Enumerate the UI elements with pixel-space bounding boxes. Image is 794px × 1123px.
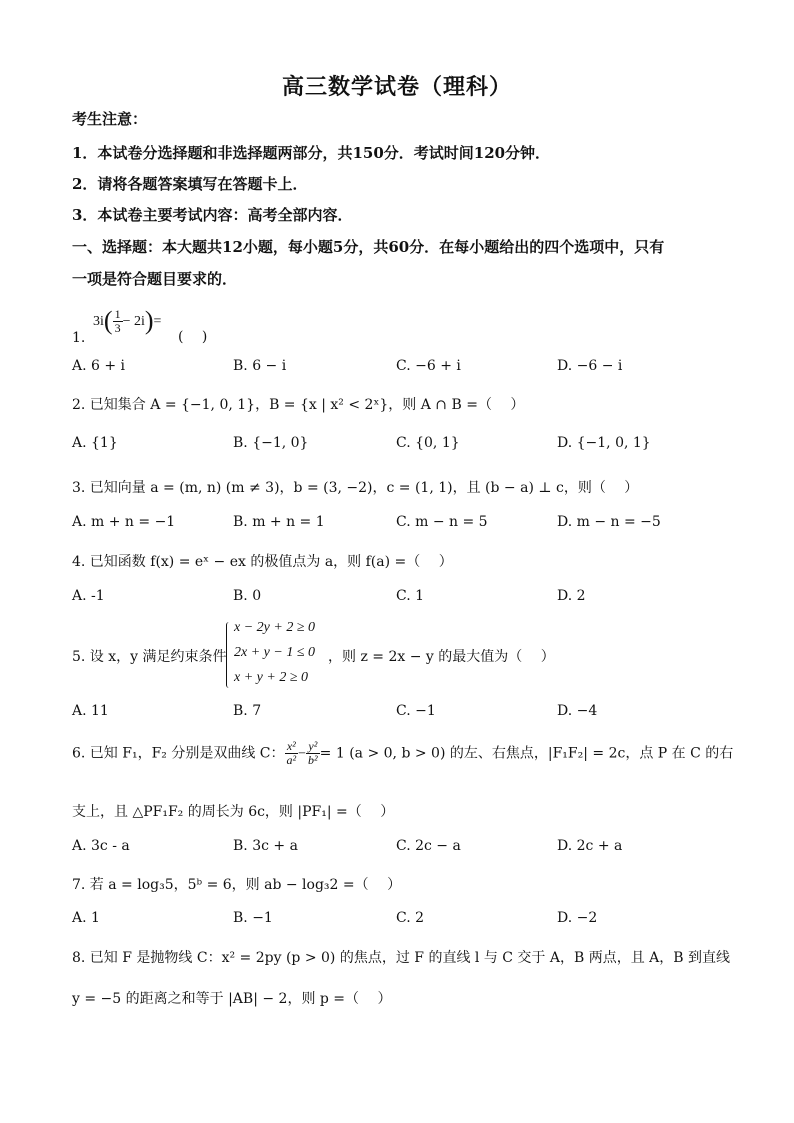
q3-option-c: C. m − n = 5 <box>396 514 488 530</box>
q5-constraint-2: 2x + y − 1 ≤ 0 <box>234 645 316 660</box>
q4-stem: 4. 已知函数 f(x) = eˣ − ex 的极值点为 a，则 f(a) =（ ） <box>72 554 453 570</box>
q7-option-b: B. −1 <box>233 910 273 926</box>
q4-option-b: B. 0 <box>233 588 262 604</box>
q1-option-c: C. −6 + i <box>396 358 461 374</box>
section-heading-cont: 一项是符合题目要求的． <box>72 270 238 288</box>
section-heading: 一、选择题：本大题共12小题，每小题5分，共60分．在每小题给出的四个选项中，只有 <box>72 238 665 256</box>
notice-heading: 考生注意： <box>72 110 148 128</box>
q3-option-b: B. m + n = 1 <box>233 514 325 530</box>
constraint-brace <box>226 622 233 688</box>
q7-option-d: D. −2 <box>557 910 598 926</box>
q2-option-a: A. {1} <box>72 435 118 451</box>
q5-option-c: C. −1 <box>396 703 436 719</box>
q5-prefix: 5. 设 x，y 满足约束条件 <box>72 649 227 665</box>
q1-formula: 3i( $\frac{1}{3}$ − 2i)= <box>93 306 162 335</box>
q3-option-a: A. m + n = −1 <box>72 514 176 530</box>
q7-stem: 7. 若 a = log₃5，5ᵇ = 6，则 ab − log₃2 =（ ） <box>72 877 402 893</box>
q5-constraint-1: x − 2y + 2 ≥ 0 <box>234 620 316 635</box>
q6-option-a: A. 3c - a <box>72 838 130 854</box>
q2-option-d: D. {−1, 0, 1} <box>557 435 651 451</box>
q1-answer-blank: ( ) <box>178 329 208 345</box>
q5-option-a: A. 11 <box>72 703 109 719</box>
q2-option-c: C. {0, 1} <box>396 435 460 451</box>
notice-item: 2．请将各题答案填写在答题卡上． <box>72 175 308 193</box>
q1-option-b: B. 6 − i <box>233 358 287 374</box>
q2-stem: 2. 已知集合 A = {−1, 0, 1}，B = {x | x² < 2ˣ}，则 A ∩ B =（ ） <box>72 397 525 413</box>
notice-item: 3．本试卷主要考试内容：高考全部内容． <box>72 206 353 224</box>
q4-option-c: C. 1 <box>396 588 425 604</box>
q7-option-a: A. 1 <box>72 910 100 926</box>
q6-option-b: B. 3c + a <box>233 838 298 854</box>
q5-option-d: D. −4 <box>557 703 598 719</box>
q3-option-d: D. m − n = −5 <box>557 514 661 530</box>
q2-option-b: B. {−1, 0} <box>233 435 309 451</box>
q7-option-c: C. 2 <box>396 910 425 926</box>
q1-option-d: D. −6 − i <box>557 358 623 374</box>
q5-suffix: ，则 z = 2x − y 的最大值为（ ） <box>328 649 555 665</box>
q4-option-a: A. -1 <box>72 588 105 604</box>
q6-option-c: C. 2c − a <box>396 838 461 854</box>
q5-constraint-3: x + y + 2 ≥ 0 <box>234 670 309 685</box>
q1-option-a: A. 6 + i <box>72 358 126 374</box>
q6-stem-line2: 支上，且 △PF₁F₂ 的周长为 6c，则 |PF₁| =（ ） <box>72 804 395 820</box>
q5-option-b: B. 7 <box>233 703 262 719</box>
notice-item: 1．本试卷分选择题和非选择题两部分，共150分．考试时间120分钟． <box>72 144 551 162</box>
q6-stem-line1: 6. 已知 F₁，F₂ 分别是双曲线 C： $\frac{\text{x²}}{\text{a²}}$ − $\frac{\text{y²}}{\text{b²}}$ = 1 (a > 0, b > 0) 的左、右焦点，|F₁F₂| = 2c，点 P 在 C 的右 <box>72 739 734 767</box>
q3-stem: 3. 已知向量 a = (m, n) (m ≠ 3)，b = (3, −2)，c = (1, 1)，且 (b − a) ⊥ c，则（ ） <box>72 480 639 496</box>
q8-stem-line1: 8. 已知 F 是抛物线 C：x² = 2py (p > 0) 的焦点，过 F 的直线 l 与 C 交于 A，B 两点，且 A，B 到直线 <box>72 950 731 966</box>
q6-option-d: D. 2c + a <box>557 838 623 854</box>
q4-option-d: D. 2 <box>557 588 586 604</box>
q8-stem-line2: y = −5 的距离之和等于 |AB| − 2，则 p =（ ） <box>72 991 392 1007</box>
page-title: 高三数学试卷（理科） <box>281 74 512 100</box>
q1-number: 1. <box>72 330 86 346</box>
